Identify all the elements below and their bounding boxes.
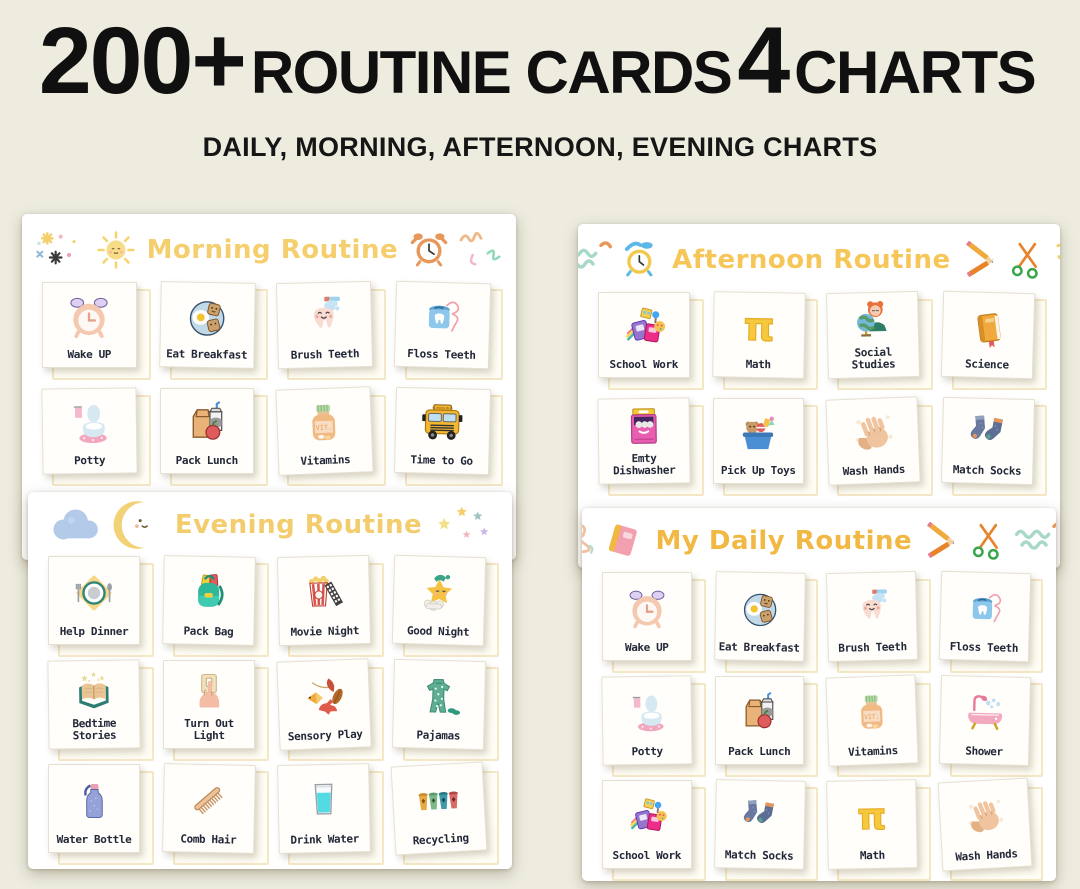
- card-label: Match Socks: [724, 848, 793, 864]
- card-label: Time to Go: [409, 453, 473, 469]
- floss-icon: [942, 575, 1027, 644]
- chart-header-daily: [582, 508, 1056, 568]
- card-cell: [715, 572, 812, 667]
- chart-title: My Daily Routine: [655, 526, 913, 556]
- card-cell: [713, 398, 812, 490]
- card-cell: [163, 764, 262, 859]
- card-label: Comb Hair: [180, 832, 237, 847]
- card-label: Eat Breakfast: [165, 347, 247, 363]
- card-label: Match Socks: [952, 463, 1021, 479]
- routine-card: [393, 281, 490, 370]
- routine-card: [48, 764, 140, 853]
- card-cell: [160, 388, 262, 480]
- card-label: Eat Breakfast: [718, 640, 800, 656]
- routine-card: [937, 778, 1031, 872]
- routine-card: [940, 291, 1034, 380]
- card-cell: [942, 292, 1041, 384]
- dinner-icon: [51, 560, 137, 626]
- scissors-icon: [1009, 240, 1046, 280]
- banner: [0, 8, 1080, 163]
- bathtub-icon: [942, 679, 1027, 747]
- movie-icon: [280, 559, 368, 627]
- squiggle-waves-icon: [578, 240, 614, 280]
- card-cell: [160, 282, 262, 374]
- vitamins-icon: [828, 678, 914, 748]
- recycling-icon: [394, 766, 484, 837]
- tooth-icon: [279, 285, 369, 351]
- card-label: Wake UP: [67, 348, 112, 362]
- card-label: Science: [964, 357, 1009, 372]
- chart-header-afternoon: [578, 224, 1060, 288]
- chart-title: Afternoon Routine: [672, 245, 951, 275]
- routine-card: [602, 780, 692, 869]
- sparkle-doodles-icon: [34, 230, 89, 270]
- lunch-icon: [718, 680, 802, 746]
- card-cell: [715, 780, 812, 875]
- wash-hands-icon: [940, 782, 1027, 853]
- routine-card: [826, 571, 918, 662]
- title-word-routine-cards: ROUTINE CARDS: [250, 39, 732, 106]
- card-label: Vitamins: [300, 453, 351, 469]
- card-label: School Work: [612, 849, 681, 863]
- svg-text:π: π: [742, 305, 775, 351]
- svg-text:π: π: [856, 794, 887, 839]
- card-cell: [393, 764, 492, 859]
- routine-card: [163, 660, 255, 749]
- pi-icon: [829, 783, 914, 851]
- routine-card: [826, 291, 920, 379]
- card-label: Emty Dishwasher: [612, 451, 676, 478]
- pi-icon: [715, 295, 802, 360]
- chart-title: Morning Routine: [146, 235, 399, 265]
- card-label: Good Night: [406, 624, 470, 640]
- toy-bin-icon: [716, 402, 802, 465]
- science-book-icon: [944, 295, 1031, 361]
- alarm-clock-blue-icon: [621, 240, 661, 280]
- water-bottle-icon: [51, 768, 137, 834]
- chart-header-morning: [22, 214, 516, 278]
- card-cell: [827, 780, 924, 875]
- card-label: Social Studies: [851, 345, 896, 372]
- routine-card: [41, 387, 137, 474]
- routine-card: [602, 572, 692, 661]
- routine-card: [825, 674, 918, 766]
- light-switch-icon: [166, 664, 252, 718]
- vitamins-icon: [279, 390, 370, 457]
- routine-card: [713, 398, 805, 484]
- card-label: Math: [859, 849, 885, 863]
- sensory-icon: [279, 662, 367, 732]
- card-cell: [393, 556, 492, 651]
- card-label: Potty: [74, 454, 106, 468]
- routine-card: [277, 763, 371, 854]
- card-cell: [940, 676, 1037, 771]
- card-cell: [278, 660, 377, 755]
- card-cell: [940, 780, 1037, 875]
- card-cell: [827, 398, 926, 490]
- card-cell: [393, 660, 492, 755]
- routine-card: [938, 675, 1030, 766]
- routine-card: [826, 779, 917, 870]
- card-cell: [713, 292, 812, 384]
- storybook-icon: [50, 663, 137, 718]
- svg-text:VIT.: VIT.: [315, 423, 333, 433]
- title-chart-count: 4: [737, 8, 789, 114]
- card-cell: [827, 292, 926, 384]
- squiggle-waves-icon: [1014, 521, 1056, 561]
- scissors-icon: [970, 521, 1007, 561]
- breakfast-icon: [717, 575, 802, 643]
- card-cell: [42, 388, 144, 480]
- card-label: Brush Teeth: [290, 347, 360, 363]
- card-label: Floss Teeth: [948, 640, 1018, 656]
- routine-card: [159, 281, 255, 369]
- alarm-clock-icon: [45, 286, 134, 349]
- card-cell: [48, 660, 147, 755]
- school-work-icon: [605, 784, 689, 850]
- routine-card: [162, 763, 256, 854]
- socks-icon: [717, 783, 802, 851]
- routine-card: [715, 676, 805, 765]
- card-cell: [395, 282, 497, 374]
- breakfast-icon: [162, 285, 252, 350]
- card-label: Recycling: [412, 831, 470, 848]
- card-cell: [277, 388, 379, 480]
- comb-icon: [165, 767, 252, 835]
- card-label: Floss Teeth: [406, 347, 476, 363]
- routine-card: [938, 571, 1030, 662]
- card-cell: [598, 398, 697, 490]
- potty-icon: [604, 679, 688, 747]
- card-cell: [395, 388, 497, 480]
- card-label: Turn Out Light: [184, 716, 234, 743]
- routine-page-evening: [28, 492, 512, 869]
- banner-subtitle: DAILY, MORNING, AFTERNOON, EVENING CHARTS: [202, 132, 878, 163]
- pajamas-icon: [395, 663, 483, 731]
- routine-card: [597, 397, 690, 484]
- crescent-moon-icon: [112, 499, 164, 551]
- routine-card: [42, 282, 137, 368]
- bus-icon: [397, 391, 487, 457]
- lunch-icon: [163, 392, 252, 455]
- routine-card: [392, 659, 486, 750]
- card-label: Drink Water: [290, 832, 360, 848]
- card-cell: [42, 282, 144, 374]
- routine-card: [160, 388, 255, 474]
- sleepy-star-icon: [395, 559, 483, 628]
- routine-card: [392, 555, 486, 647]
- card-cell: [940, 572, 1037, 667]
- card-label: Potty: [631, 745, 663, 759]
- routine-card: [162, 555, 256, 646]
- svg-text:VIT.: VIT.: [863, 712, 880, 722]
- card-label: Pack Lunch: [175, 454, 238, 468]
- card-cell: [48, 764, 147, 859]
- pencils-icon: [923, 521, 963, 561]
- routine-card: [940, 397, 1034, 485]
- card-cell: [827, 676, 924, 771]
- alarm-clock-icon: [605, 576, 689, 642]
- routine-card: [714, 779, 805, 870]
- pencils-icon: [962, 240, 1002, 280]
- social-studies-icon: [829, 295, 916, 348]
- card-label: Wake UP: [624, 641, 669, 655]
- card-label: Water Bottle: [56, 833, 132, 847]
- chart-title: Evening Routine: [174, 510, 423, 540]
- card-label: School Work: [609, 358, 678, 372]
- routine-card: [277, 555, 371, 646]
- card-label: Movie Night: [290, 624, 360, 640]
- floss-icon: [397, 285, 487, 351]
- card-label: Bedtime Stories: [72, 716, 117, 743]
- chart-header-evening: [28, 492, 512, 552]
- card-cell: [163, 660, 262, 755]
- routine-card: [276, 658, 371, 750]
- squiggle-spiral-icon: [582, 521, 597, 561]
- card-cell: [598, 292, 697, 384]
- wash-hands-icon: [829, 400, 917, 467]
- card-grid: [28, 552, 512, 859]
- routine-card: [276, 281, 373, 369]
- card-label: Pack Bag: [183, 624, 234, 639]
- routine-card: [47, 659, 140, 749]
- card-cell: [48, 556, 147, 651]
- sun-icon: [96, 230, 136, 270]
- card-cell: [278, 556, 377, 651]
- school-work-icon: [601, 296, 687, 359]
- title-card-count: 200+: [38, 8, 245, 114]
- card-label: Wash Hands: [954, 847, 1018, 865]
- svg-text:SCHOOL BUS: SCHOOL BUS: [432, 406, 453, 411]
- card-grid: [582, 568, 1056, 875]
- card-cell: [278, 764, 377, 859]
- card-cell: [602, 572, 699, 667]
- routine-card: [712, 291, 805, 379]
- squiggle-doodles-icon: [456, 230, 504, 270]
- card-cell: [602, 676, 699, 771]
- card-label: Brush Teeth: [838, 640, 907, 656]
- card-label: Wash Hands: [842, 463, 906, 479]
- card-label: Pajamas: [416, 728, 461, 743]
- routine-card: [275, 386, 373, 476]
- card-cell: [602, 780, 699, 875]
- notebooks-pink-icon: [604, 521, 644, 561]
- card-label: Pack Lunch: [728, 745, 791, 759]
- title-word-charts: CHARTS: [794, 39, 1036, 106]
- alarm-clock-orange-icon: [409, 230, 449, 270]
- socks-icon: [944, 401, 1031, 466]
- routine-card: [714, 571, 805, 662]
- potty-icon: [44, 391, 133, 456]
- routine-card: [393, 387, 490, 475]
- card-label: Help Dinner: [59, 625, 129, 639]
- card-cell: [277, 282, 379, 374]
- water-glass-icon: [280, 767, 367, 835]
- card-cell: [942, 398, 1041, 490]
- backpack-icon: [166, 559, 253, 627]
- card-cell: [715, 676, 812, 771]
- routine-card: [825, 396, 920, 485]
- cloud-icon: [49, 505, 105, 545]
- dishwasher-icon: [600, 401, 686, 453]
- routine-card: [48, 556, 140, 645]
- card-label: Vitamins: [847, 744, 899, 760]
- card-label: Shower: [964, 744, 1003, 759]
- main-title: [0, 8, 1080, 114]
- card-cell: [163, 556, 262, 651]
- routine-card: [601, 675, 692, 765]
- card-label: Sensory Play: [287, 727, 363, 744]
- squiggle-loop-icon: [1052, 240, 1060, 280]
- routine-page-daily: [582, 508, 1056, 881]
- tooth-icon: [829, 575, 914, 643]
- card-label: Math: [745, 358, 771, 372]
- routine-card: [391, 762, 488, 856]
- card-label: Pick Up Toys: [720, 464, 796, 478]
- card-cell: [827, 572, 924, 667]
- routine-card: [598, 292, 690, 378]
- stars-icon: [433, 505, 491, 545]
